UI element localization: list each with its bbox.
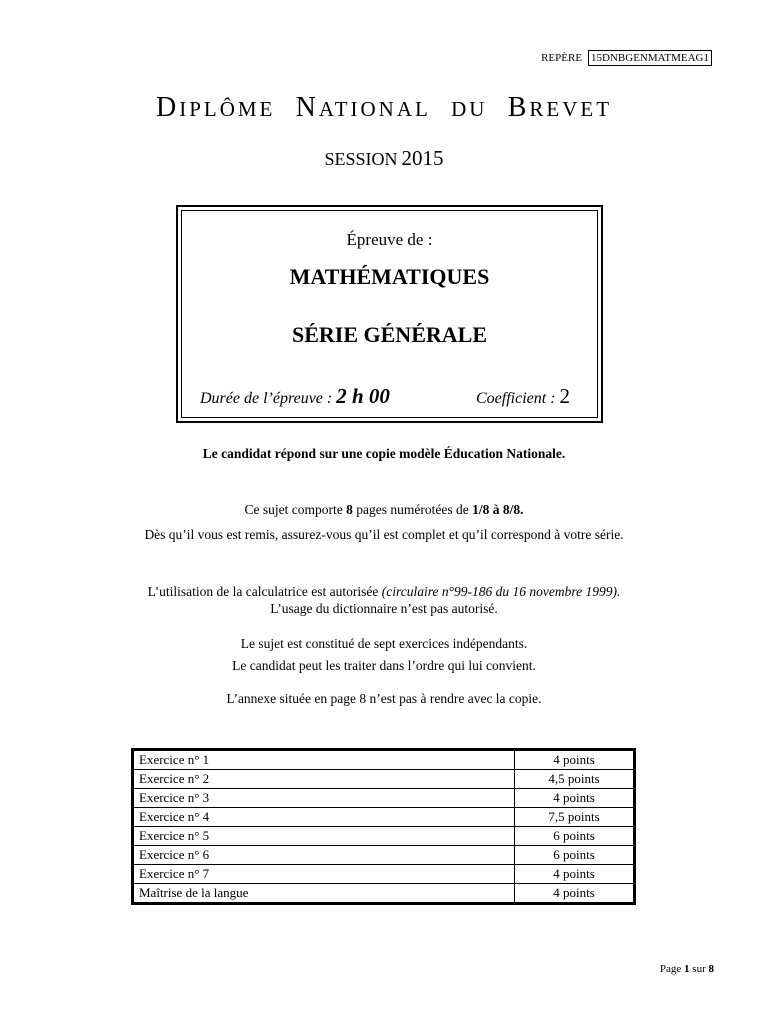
table-row <box>134 808 634 827</box>
duration-value: 2 h 00 <box>336 384 390 408</box>
exercise-points: 4,5 points <box>515 770 634 789</box>
comporte-text-b: pages numérotées de <box>352 502 473 517</box>
title-w3: DU <box>451 97 488 121</box>
title-w2-cap: N <box>295 92 319 123</box>
title-w1-rest: IPLÔME <box>179 97 276 121</box>
coefficient <box>476 384 570 409</box>
exercise-points: 4 points <box>515 884 634 903</box>
instruction-comporte <box>0 502 768 518</box>
exercise-points: 4 points <box>515 751 634 770</box>
bareme-table <box>133 750 634 903</box>
instruction-candidat: Le candidat répond sur une copie modèle Éducation Nationale. <box>202 446 566 461</box>
comporte-pages: 8 <box>346 502 353 517</box>
exercise-points: 6 points <box>515 846 634 865</box>
table-row <box>134 751 634 770</box>
repere-line <box>541 50 712 66</box>
exercise-label: Exercice n° 7 <box>134 865 515 884</box>
calc-text: L’utilisation de la calculatrice est autorisée <box>147 584 382 599</box>
exercise-label: Exercice n° 5 <box>134 827 515 846</box>
exercise-points: 6 points <box>515 827 634 846</box>
series-title: SÉRIE GÉNÉRALE <box>291 322 487 347</box>
epreuve-de: Épreuve de : <box>346 230 433 249</box>
exercise-label: Exercice n° 3 <box>134 789 515 808</box>
page-title <box>0 92 768 124</box>
footer-sur: sur <box>692 963 706 975</box>
footer-page-label: Page <box>659 963 682 975</box>
footer-page-num: 1 <box>684 963 690 975</box>
coefficient-value: 2 <box>559 384 571 408</box>
session-year: 2015 <box>401 146 444 170</box>
exercise-label: Exercice n° 4 <box>134 808 515 827</box>
repere-label: REPÈRE <box>541 52 583 64</box>
page-number <box>660 963 714 975</box>
subject-title: MATHÉMATIQUES <box>289 264 490 289</box>
exercise-label: Exercice n° 1 <box>134 751 515 770</box>
comporte-text-a: Ce sujet comporte <box>244 502 347 517</box>
instruction-ordre: Le candidat peut les traiter dans l’ordre qui lui convient. <box>232 658 536 673</box>
duration <box>200 384 390 409</box>
instruction-constitue: Le sujet est constitué de sept exercices indépendants. <box>240 636 528 651</box>
exercise-label: Exercice n° 6 <box>134 846 515 865</box>
table-row <box>134 770 634 789</box>
table-row <box>134 827 634 846</box>
instruction-remis: Dès qu’il vous est remis, assurez-vous qu’il est complet et qu’il correspond à votre série. <box>144 527 624 542</box>
session-line <box>0 146 768 171</box>
table-row <box>134 789 634 808</box>
session-label: SESSION <box>324 149 398 169</box>
exercise-points: 4 points <box>515 789 634 808</box>
exercise-points: 4 points <box>515 865 634 884</box>
exercise-label: Exercice n° 2 <box>134 770 515 789</box>
comporte-range: 1/8 à 8/8. <box>472 502 524 517</box>
title-w1-cap: D <box>155 92 180 123</box>
bareme-table-frame <box>131 748 636 905</box>
repere-code: 15DNBGENMATMEAG1 <box>588 50 712 66</box>
title-w4-rest: REVET <box>529 97 613 121</box>
exercise-points: 7,5 points <box>515 808 634 827</box>
instruction-calculatrice <box>0 584 768 600</box>
instruction-annexe: L’annexe située en page 8 n’est pas à rendre avec la copie. <box>226 691 542 706</box>
footer-total: 8 <box>708 963 714 975</box>
instruction-dictionnaire: L’usage du dictionnaire n’est pas autorisé. <box>270 601 498 616</box>
calc-circulaire: (circulaire n°99-186 du 16 novembre 1999). <box>381 584 621 599</box>
table-row <box>134 865 634 884</box>
coefficient-label: Coefficient : <box>476 390 556 407</box>
exercise-label: Maîtrise de la langue <box>134 884 515 903</box>
duration-label: Durée de l’épreuve : <box>200 390 333 407</box>
title-w2-rest: ATIONAL <box>318 97 431 121</box>
table-row <box>134 846 634 865</box>
title-w4-cap: B <box>507 92 530 123</box>
table-row <box>134 884 634 903</box>
